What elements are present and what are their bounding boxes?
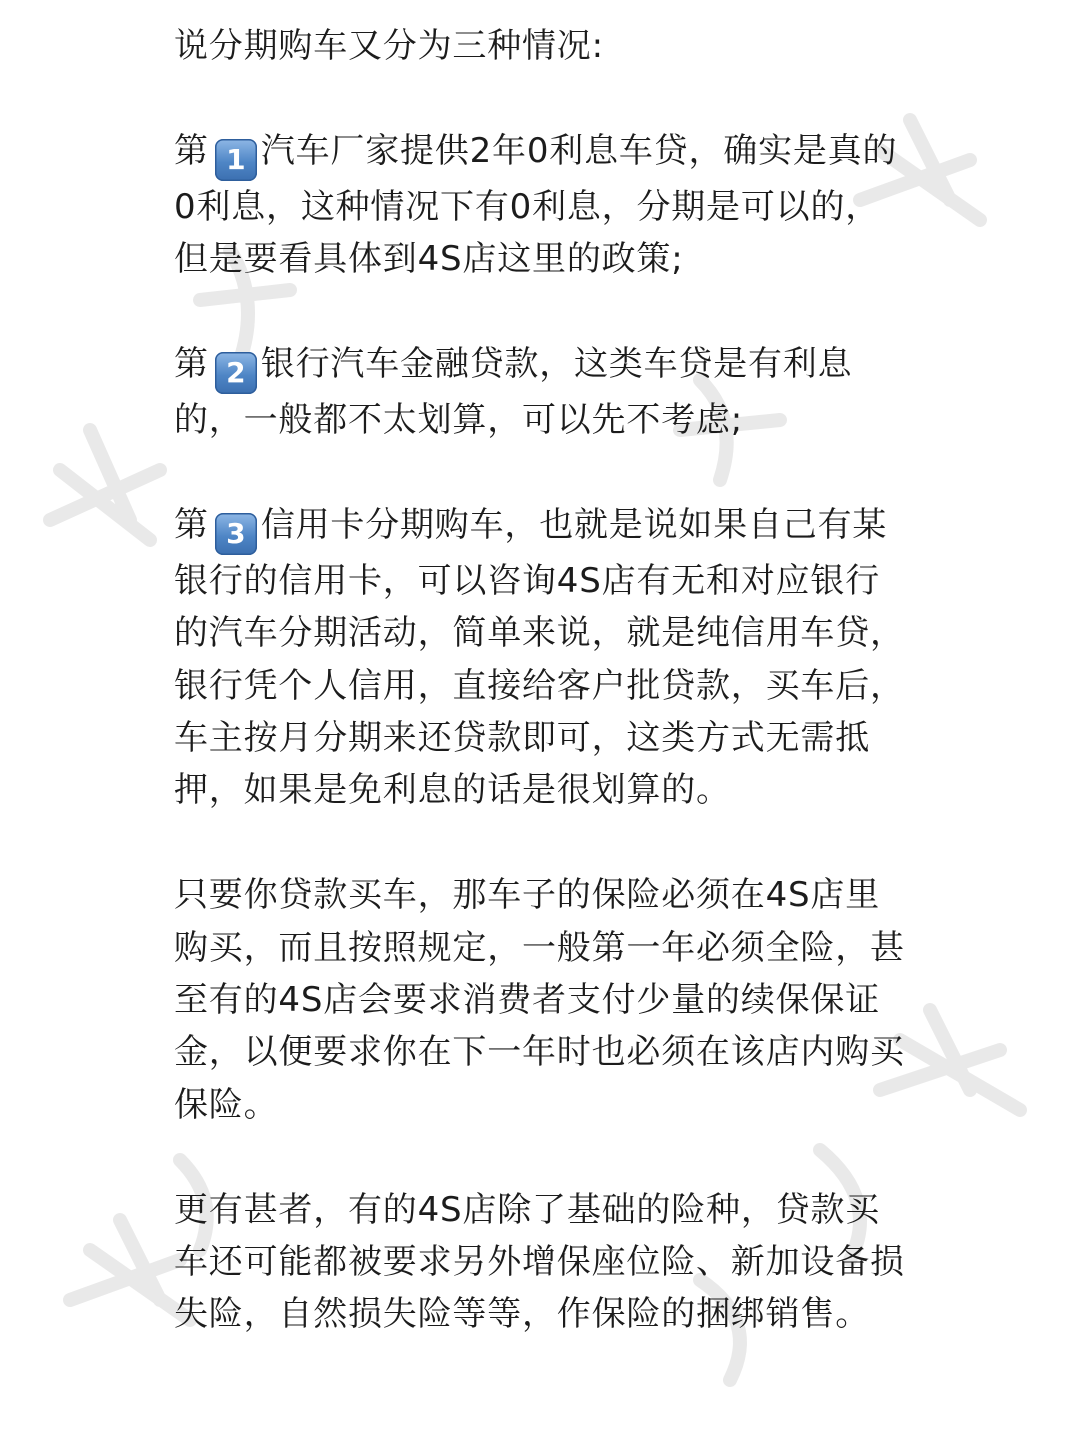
item-prefix: 第 xyxy=(174,504,209,545)
item-prefix: 第 xyxy=(174,344,209,384)
paragraph-text: 更有甚者，有的4S店除了基础的险种，贷款买车还可能都被要求另外增保座位险、新加设备损失险，自然损失险等等，作保险的捆绑销售。 xyxy=(174,1189,905,1335)
list-item xyxy=(174,125,914,286)
intro-paragraph xyxy=(174,20,914,72)
insurance-paragraph xyxy=(174,869,914,1131)
keycap-number-icon: 2 xyxy=(215,352,257,394)
item-text: 汽车厂家提供2年0利息车贷，确实是真的0利息，这种情况下有0利息，分期是可以的，但是要看具体到4S店这里的政策; xyxy=(174,130,898,280)
paragraph-text: 只要你贷款买车，那车子的保险必须在4S店里购买，而且按照规定，一般第一年必须全险，甚至有的4S店会要求消费者支付少量的续保保证金，以便要求你在下一年时也必须在该店内购买保险。 xyxy=(174,875,905,1125)
list-item xyxy=(174,499,914,817)
list-item xyxy=(174,338,914,446)
bundling-paragraph xyxy=(174,1184,914,1341)
intro-text: 说分期购车又分为三种情况: xyxy=(174,26,604,66)
item-prefix: 第 xyxy=(174,130,209,171)
keycap-number-icon: 1 xyxy=(215,139,257,181)
item-text: 信用卡分期购车，也就是说如果自己有某银行的信用卡，可以咨询4S店有无和对应银行的汽车分期活动，简单来说，就是纯信用车贷，银行凭个人信用，直接给客户批贷款，买车后，车主按月分期来还贷款即可，这类方式无需抵押，如果是免利息的话是很划算的。 xyxy=(174,504,905,811)
keycap-number-icon: 3 xyxy=(215,513,257,555)
item-text: 银行汽车金融贷款，这类车贷是有利息的，一般都不太划算，可以先不考虑; xyxy=(174,344,853,440)
article-body xyxy=(174,20,914,1341)
